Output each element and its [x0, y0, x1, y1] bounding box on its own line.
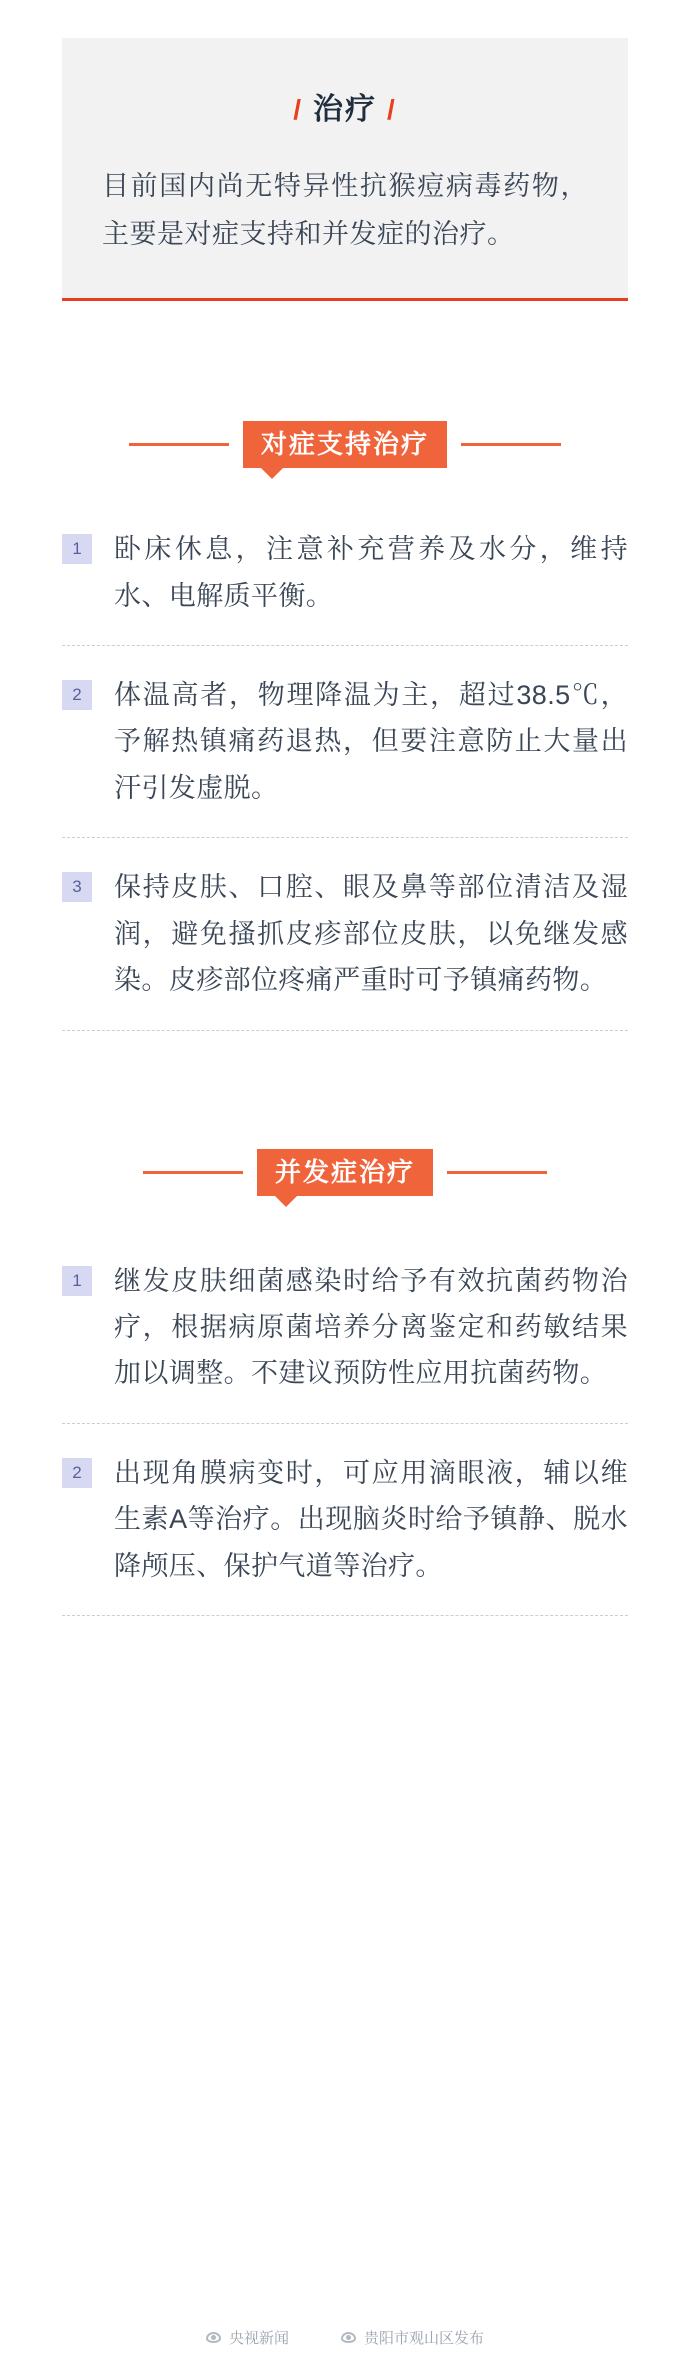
credit-right: [341, 2327, 484, 2348]
list-item: [62, 838, 628, 1030]
list-item-text: 继发皮肤细菌感染时给予有效抗菌药物治疗，根据病原菌培养分离鉴定和药敏结果加以调整。不建议预防性应用抗菌药物。: [114, 1265, 628, 1389]
list-item-text: 卧床休息，注意补充营养及水分，维持水、电解质平衡。: [114, 534, 628, 611]
credit-right-label: 贵阳市观山区发布: [364, 2330, 485, 2347]
credit-left-label: 央视新闻: [228, 2330, 289, 2347]
list-item-text: 保持皮肤、口腔、眼及鼻等部位清洁及湿润，避免搔抓皮疹部位皮肤，以免继发感染。皮疹部位疼痛严重时可予镇痛药物。: [114, 872, 628, 996]
rule-right-decoration: [447, 1171, 547, 1174]
list-item: [62, 526, 628, 646]
intro-title: [102, 84, 588, 128]
slash-right-decoration: /: [387, 94, 397, 125]
bottom-spacer: [0, 1616, 690, 1736]
list-item: [62, 646, 628, 838]
section-header-symptomatic: [0, 421, 690, 468]
list-item-number: 1: [62, 534, 92, 564]
list-item: [62, 1258, 628, 1424]
list-item-number: 2: [62, 1458, 92, 1488]
intro-body-text: 目前国内尚无特异性抗猴痘病毒药物，主要是对症支持和并发症的治疗。: [102, 171, 588, 250]
intro-title-text: 治疗: [313, 93, 377, 126]
slash-left-decoration: /: [293, 94, 303, 125]
section-header-complications: [0, 1149, 690, 1196]
rule-left-decoration: [129, 443, 229, 446]
weibo-icon: [206, 2331, 223, 2344]
credit-left: [206, 2327, 289, 2348]
list-item-number: 2: [62, 680, 92, 710]
list-complications: [62, 1258, 628, 1617]
footer-credits: [0, 2327, 690, 2348]
list-item-number: 3: [62, 872, 92, 902]
list-item-text: 出现角膜病变时，可应用滴眼液，辅以维生素A等治疗。出现脑炎时给予镇静、脱水降颅压、保护气道等治疗。: [114, 1457, 628, 1581]
list-item-number: 1: [62, 1266, 92, 1296]
rule-left-decoration: [143, 1171, 243, 1174]
list-item: [62, 1424, 628, 1616]
rule-right-decoration: [461, 443, 561, 446]
intro-card: [62, 38, 628, 301]
section-tag-symptomatic: 对症支持治疗: [243, 421, 447, 468]
list-item-text: 体温高者，物理降温为主，超过38.5℃，予解热镇痛药退热，但要注意防止大量出汗引发虚脱。: [114, 679, 628, 803]
weibo-icon: [341, 2331, 358, 2344]
list-symptomatic: [62, 526, 628, 1031]
section-tag-complications: 并发症治疗: [257, 1149, 433, 1196]
